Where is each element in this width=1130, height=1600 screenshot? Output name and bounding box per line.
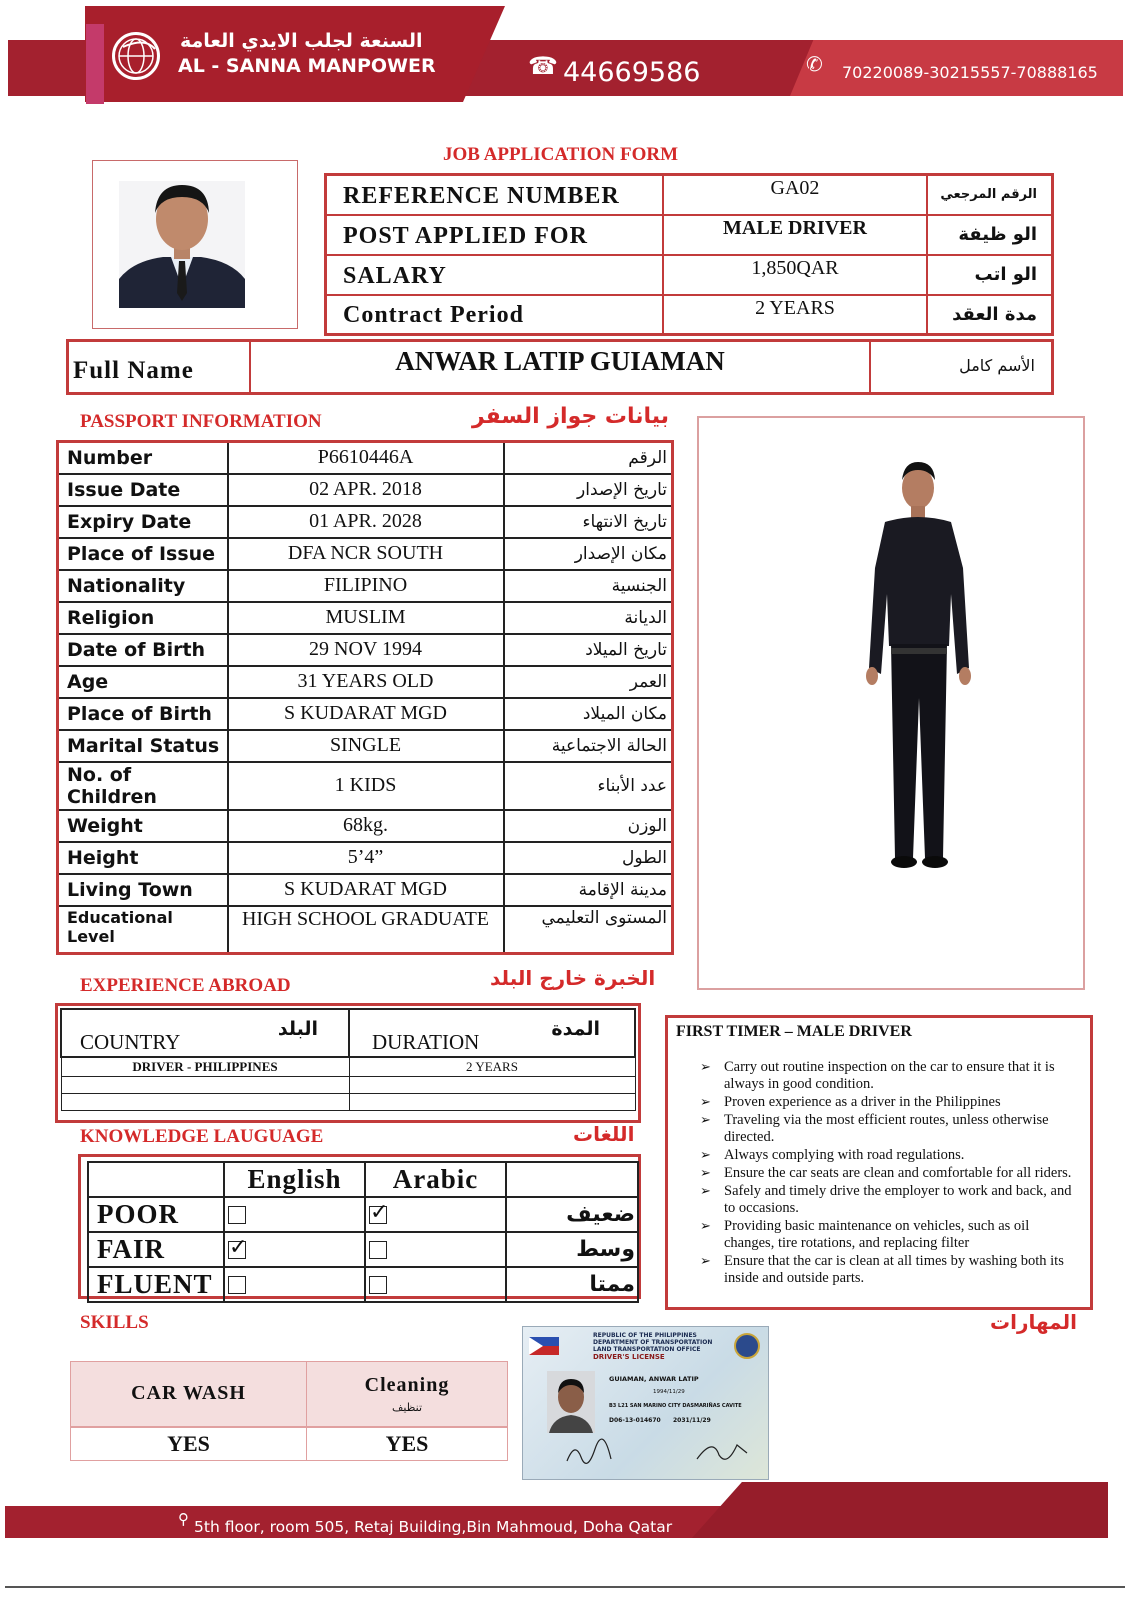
passport-label: Nationality	[58, 570, 228, 602]
passport-label: No. of Children	[58, 762, 228, 810]
passport-label: Issue Date	[58, 474, 228, 506]
passport-label: Height	[58, 842, 228, 874]
passport-row	[58, 730, 673, 762]
passport-label: Place of Issue	[58, 538, 228, 570]
job-label: SALARY	[326, 255, 664, 295]
language-row	[88, 1232, 638, 1267]
skill-name-1-ar: تنظيف	[391, 1400, 423, 1414]
form-title: JOB APPLICATION FORM	[443, 144, 679, 165]
phone-number: 44669586	[563, 57, 701, 88]
language-level: FLUENT	[88, 1267, 224, 1302]
language-arabic-cell	[365, 1232, 506, 1267]
duty-item: ➢ Ensure the car seats are clean and comfortable for all riders.	[724, 1165, 1082, 1182]
language-english-cell	[224, 1197, 365, 1232]
language-english-cell	[224, 1267, 365, 1302]
passport-value: 1 KIDS	[228, 762, 504, 810]
license-line-2: DEPARTMENT OF TRANSPORTATION	[593, 1339, 713, 1346]
passport-label-ar: الحالة الاجتماعية	[504, 730, 673, 762]
language-row	[88, 1197, 638, 1232]
license-line-4: DRIVER'S LICENSE	[593, 1353, 665, 1361]
experience-title: EXPERIENCE ABROAD	[80, 975, 291, 996]
passport-row	[58, 474, 673, 506]
duty-item: ➢ Always complying with road regulations.	[724, 1147, 1082, 1164]
license-address: B3 L21 SAN MARINO CITY DASMARIÑAS CAVITE	[609, 1403, 742, 1409]
passport-row	[58, 762, 673, 810]
job-value: 1,850QAR	[663, 255, 927, 295]
experience-country	[61, 1077, 349, 1094]
experience-row	[61, 1094, 635, 1111]
experience-country	[61, 1094, 349, 1111]
passport-label-ar: تاريخ الانتهاء	[504, 506, 673, 538]
skills-title-ar: المهارات	[990, 1310, 1077, 1334]
passport-value: HIGH SCHOOL GRADUATE	[228, 906, 504, 954]
language-arabic-checkbox[interactable]	[369, 1241, 387, 1259]
duty-item: ➢ Providing basic maintenance on vehicles, such as oil changes, tire rotations, and replacing filter	[724, 1218, 1082, 1252]
company-name-ar: السنعة لجلب الايدي العامة	[180, 30, 423, 52]
passport-table	[56, 440, 674, 955]
passport-row	[58, 602, 673, 634]
col-duration-header	[349, 1009, 635, 1057]
col-country-label-ar: البلد	[277, 1018, 318, 1040]
passport-value: 02 APR. 2018	[228, 474, 504, 506]
experience-table	[60, 1008, 636, 1111]
passport-label-ar: مدينة الإقامة	[504, 874, 673, 906]
passport-label: Educational Level	[58, 906, 228, 954]
footer-address: 5th floor, room 505, Retaj Building,Bin Mahmoud, Doha Qatar	[194, 1518, 673, 1536]
lang-corner-cell-right	[506, 1162, 638, 1197]
mobile-numbers: 70220089-30215557-70888165	[842, 63, 1098, 82]
language-arabic-checkbox[interactable]	[369, 1206, 387, 1224]
col-country-header	[61, 1009, 349, 1057]
duties-box	[665, 1015, 1093, 1310]
duty-item: ➢ Safely and timely drive the employer to work and back, and to occasions.	[724, 1183, 1082, 1217]
language-level: POOR	[88, 1197, 224, 1232]
company-name-en: AL - SANNA MANPOWER	[178, 55, 436, 77]
passport-label-ar: الوزن	[504, 810, 673, 842]
job-label-ar: مدة العقد	[927, 295, 1053, 335]
passport-title: PASSPORT INFORMATION	[80, 411, 322, 432]
language-arabic-cell	[365, 1197, 506, 1232]
passport-row	[58, 810, 673, 842]
passport-label: Marital Status	[58, 730, 228, 762]
experience-country: DRIVER - PHILIPPINES	[61, 1057, 349, 1077]
passport-label-ar: العمر	[504, 666, 673, 698]
col-english: English	[224, 1162, 365, 1197]
passport-value: S KUDARAT MGD	[228, 874, 504, 906]
passport-row	[58, 906, 673, 954]
col-duration-label-ar: المدة	[551, 1018, 600, 1040]
passport-value: 31 YEARS OLD	[228, 666, 504, 698]
language-title-ar: اللغات	[573, 1122, 635, 1146]
language-english-checkbox[interactable]	[228, 1206, 246, 1224]
full-body-photo-frame	[697, 416, 1085, 990]
duty-item: ➢ Ensure that the car is clean at all times by washing both its inside and outside parts.	[724, 1253, 1082, 1287]
language-level: FAIR	[88, 1232, 224, 1267]
skill-name-cell-1	[307, 1362, 508, 1427]
job-label: POST APPLIED FOR	[326, 215, 664, 255]
job-label-ar: الو اتب	[927, 255, 1053, 295]
passport-row	[58, 538, 673, 570]
header-accent-bar	[86, 24, 104, 104]
lto-seal-icon	[734, 1333, 760, 1359]
headshot-frame	[92, 160, 298, 329]
experience-duration: 2 YEARS	[349, 1057, 635, 1077]
language-level-ar: ضعيف	[506, 1197, 638, 1232]
language-box	[78, 1154, 641, 1299]
license-official-signature	[693, 1437, 753, 1467]
experience-row	[61, 1077, 635, 1094]
passport-row	[58, 666, 673, 698]
passport-value: DFA NCR SOUTH	[228, 538, 504, 570]
lang-corner-cell	[88, 1162, 224, 1197]
experience-row	[61, 1057, 635, 1077]
job-label: Contract Period	[326, 295, 664, 335]
full-name-label-ar: الأسم كامل	[959, 356, 1035, 375]
passport-label-ar: عدد الأبناء	[504, 762, 673, 810]
passport-label: Expiry Date	[58, 506, 228, 538]
job-row	[326, 255, 1053, 295]
passport-label-ar: تاريخ الإصدار	[504, 474, 673, 506]
ph-flag-icon	[529, 1337, 559, 1355]
passport-label-ar: الطول	[504, 842, 673, 874]
duty-item: ➢ Proven experience as a driver in the Philippines	[724, 1094, 1082, 1111]
license-expiry: 2031/11/29	[673, 1417, 711, 1424]
language-level-ar: وسط	[506, 1232, 638, 1267]
license-line-3: LAND TRANSPORTATION OFFICE	[593, 1346, 701, 1353]
license-signature	[563, 1437, 623, 1467]
col-duration-label: DURATION	[372, 1030, 480, 1054]
passport-row	[58, 842, 673, 874]
duty-item: ➢ Traveling via the most efficient routes, unless otherwise directed.	[724, 1112, 1082, 1146]
globe-logo-icon	[112, 32, 160, 80]
language-english-checkbox[interactable]	[228, 1276, 246, 1294]
passport-label-ar: مكان الميلاد	[504, 698, 673, 730]
skill-name-0: CAR WASH	[71, 1362, 307, 1427]
license-number: D06-13-014670	[609, 1417, 661, 1424]
passport-value: S KUDARAT MGD	[228, 698, 504, 730]
passport-row	[58, 442, 673, 474]
language-level-ar: ممتا	[506, 1267, 638, 1302]
passport-row	[58, 634, 673, 666]
language-english-checkbox[interactable]	[228, 1241, 246, 1259]
passport-row	[58, 698, 673, 730]
passport-value: MUSLIM	[228, 602, 504, 634]
passport-label: Age	[58, 666, 228, 698]
passport-label-ar: تاريخ الميلاد	[504, 634, 673, 666]
col-country-label: COUNTRY	[80, 1030, 181, 1054]
language-english-cell	[224, 1232, 365, 1267]
full-name-row	[66, 339, 1054, 395]
passport-row	[58, 874, 673, 906]
passport-label: Living Town	[58, 874, 228, 906]
experience-duration	[349, 1077, 635, 1094]
license-line-1: REPUBLIC OF THE PHILIPPINES	[593, 1332, 697, 1339]
passport-title-ar: بيانات جواز السفر	[472, 404, 670, 429]
job-table	[324, 173, 1054, 336]
passport-value: SINGLE	[228, 730, 504, 762]
passport-label-ar: الرقم	[504, 442, 673, 474]
bottom-rule	[5, 1586, 1125, 1588]
job-value: GA02	[663, 175, 927, 215]
passport-value: 68kg.	[228, 810, 504, 842]
job-label-ar: الرقم المرجعي	[927, 175, 1053, 215]
passport-value: 01 APR. 2028	[228, 506, 504, 538]
passport-value: 29 NOV 1994	[228, 634, 504, 666]
passport-label: Place of Birth	[58, 698, 228, 730]
passport-row	[58, 570, 673, 602]
passport-label: Date of Birth	[58, 634, 228, 666]
skills-title: SKILLS	[80, 1312, 149, 1333]
passport-row	[58, 506, 673, 538]
experience-duration	[349, 1094, 635, 1111]
job-label: REFERENCE NUMBER	[326, 175, 664, 215]
language-table	[87, 1161, 639, 1303]
skills-table	[70, 1361, 508, 1461]
full-body-photo	[699, 418, 1083, 988]
passport-label-ar: المستوى التعليمي	[504, 906, 673, 954]
job-row	[326, 215, 1053, 255]
job-row	[326, 175, 1053, 215]
job-value: 2 YEARS	[663, 295, 927, 335]
skill-value-0: YES	[71, 1427, 307, 1461]
passport-label-ar: الديانة	[504, 602, 673, 634]
drivers-license-card	[522, 1326, 769, 1480]
phone-icon: ☎	[528, 52, 558, 80]
location-pin-icon: ⚲	[178, 1510, 189, 1528]
job-row	[326, 295, 1053, 335]
passport-value: 5’4”	[228, 842, 504, 874]
full-name-label: Full Name	[69, 342, 251, 392]
footer-right-panel	[692, 1482, 1108, 1538]
mobile-icon: ✆	[806, 52, 823, 76]
license-dob: 1994/11/29	[653, 1389, 685, 1395]
duty-item: ➢ Carry out routine inspection on the car to ensure that it is always in good condition.	[724, 1059, 1082, 1093]
license-name: GUIAMAN, ANWAR LATIP	[609, 1375, 699, 1383]
passport-value: FILIPINO	[228, 570, 504, 602]
passport-label: Weight	[58, 810, 228, 842]
experience-box	[55, 1003, 641, 1123]
license-photo	[547, 1371, 595, 1433]
job-value: MALE DRIVER	[663, 215, 927, 255]
language-title: KNOWLEDGE LAUGUAGE	[80, 1126, 324, 1147]
duties-title: FIRST TIMER – MALE DRIVER	[676, 1023, 912, 1040]
passport-label-ar: الجنسية	[504, 570, 673, 602]
job-label-ar: الو ظيفة	[927, 215, 1053, 255]
language-arabic-cell	[365, 1267, 506, 1302]
duties-list	[676, 1059, 1082, 1287]
license-header	[593, 1332, 712, 1361]
col-arabic: Arabic	[365, 1162, 506, 1197]
language-row	[88, 1267, 638, 1302]
passport-value: P6610446A	[228, 442, 504, 474]
language-arabic-checkbox[interactable]	[369, 1276, 387, 1294]
experience-title-ar: الخبرة خارج البلد	[490, 966, 656, 990]
skill-name-1: Cleaning	[364, 1373, 450, 1396]
passport-label: Number	[58, 442, 228, 474]
passport-label-ar: مكان الإصدار	[504, 538, 673, 570]
passport-label: Religion	[58, 602, 228, 634]
full-name-value: ANWAR LATIP GUIAMAN	[251, 342, 871, 392]
headshot-photo	[93, 161, 297, 328]
skill-value-1: YES	[385, 1430, 429, 1456]
